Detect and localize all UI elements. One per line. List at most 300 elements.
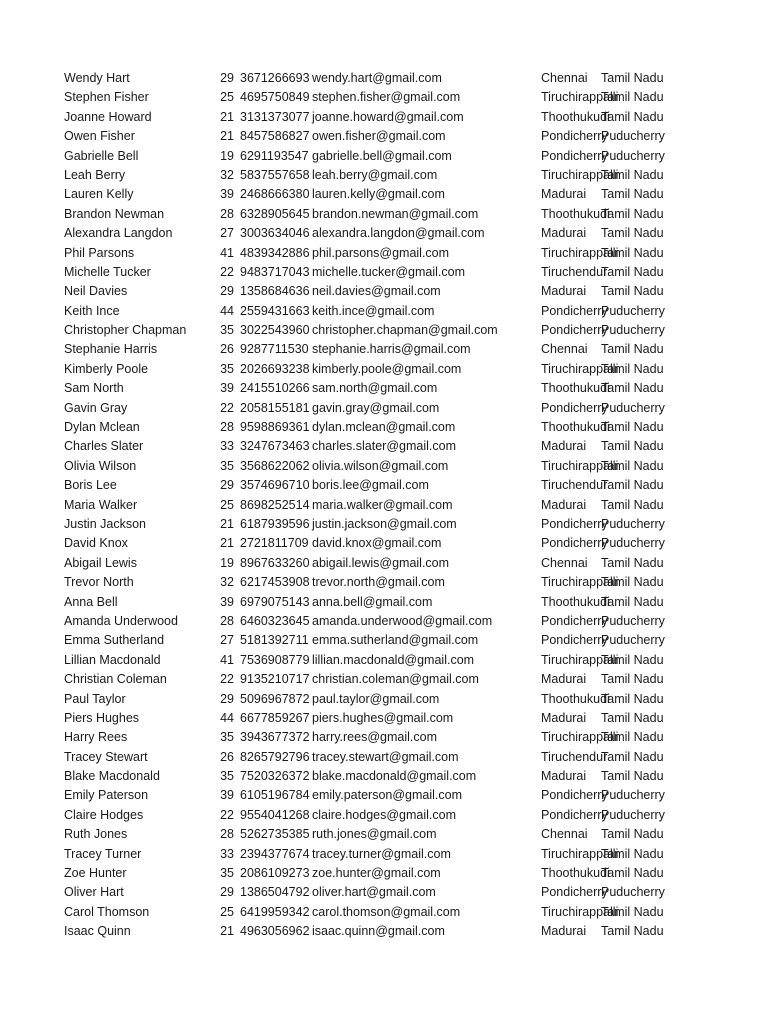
email-cell: paul.taylor@gmail.com <box>312 691 440 706</box>
age-cell: 28 <box>220 206 234 221</box>
name-cell: Paul Taylor <box>64 691 126 706</box>
city-cell: Tiruchirappalli <box>541 167 619 182</box>
state-cell: Tamil Nadu <box>601 420 664 435</box>
email-cell: tracey.turner@gmail.com <box>312 846 451 861</box>
state-cell: Tamil Nadu <box>601 769 664 784</box>
city-cell: Pondicherry <box>541 536 608 551</box>
age-cell: 35 <box>220 323 234 338</box>
email-cell: neil.davies@gmail.com <box>312 284 441 299</box>
age-cell: 29 <box>220 885 234 900</box>
spreadsheet-table <box>64 69 664 942</box>
phone-cell: 6187939596 <box>240 516 310 531</box>
email-cell: emma.sutherland@gmail.com <box>312 633 479 648</box>
email-cell: oliver.hart@gmail.com <box>312 885 436 900</box>
table-row <box>64 496 664 515</box>
email-cell: zoe.hunter@gmail.com <box>312 866 441 881</box>
email-cell: maria.walker@gmail.com <box>312 497 453 512</box>
city-cell: Pondicherry <box>541 613 608 628</box>
age-cell: 25 <box>220 90 234 105</box>
phone-cell: 9135210717 <box>240 672 310 687</box>
name-cell: Phil Parsons <box>64 245 135 260</box>
table-row <box>64 321 664 340</box>
table-row <box>64 224 664 243</box>
table-row <box>64 534 664 553</box>
age-cell: 26 <box>220 749 234 764</box>
email-cell: ruth.jones@gmail.com <box>312 827 437 842</box>
name-cell: Abigail Lewis <box>64 555 137 570</box>
name-cell: Trevor North <box>64 575 134 590</box>
phone-cell: 6105196784 <box>240 788 310 803</box>
email-cell: blake.macdonald@gmail.com <box>312 769 477 784</box>
email-cell: amanda.underwood@gmail.com <box>312 613 493 628</box>
state-cell: Tamil Nadu <box>601 90 664 105</box>
city-cell: Madurai <box>541 284 587 299</box>
state-cell: Puducherry <box>601 613 665 628</box>
city-cell: Thoothukudi <box>541 206 610 221</box>
state-cell: Tamil Nadu <box>601 226 664 241</box>
table-row <box>64 806 664 825</box>
state-cell: Puducherry <box>601 303 665 318</box>
city-cell: Pondicherry <box>541 400 608 415</box>
city-cell: Madurai <box>541 769 587 784</box>
phone-cell: 2721811709 <box>240 536 309 551</box>
table-row <box>64 573 664 592</box>
age-cell: 29 <box>220 691 234 706</box>
name-cell: Leah Berry <box>64 167 126 182</box>
name-cell: Piers Hughes <box>64 710 140 725</box>
city-cell: Madurai <box>541 710 587 725</box>
state-cell: Tamil Nadu <box>601 924 664 939</box>
age-cell: 32 <box>220 575 234 590</box>
phone-cell: 2394377674 <box>240 846 310 861</box>
phone-cell: 8967633260 <box>240 555 310 570</box>
table-row <box>64 515 664 534</box>
phone-cell: 4695750849 <box>240 90 310 105</box>
city-cell: Tiruchirappalli <box>541 458 619 473</box>
state-cell: Tamil Nadu <box>601 245 664 260</box>
table-row <box>64 108 664 127</box>
name-cell: Anna Bell <box>64 594 118 609</box>
name-cell: Alexandra Langdon <box>64 226 173 241</box>
phone-cell: 8457586827 <box>240 129 310 144</box>
state-cell: Tamil Nadu <box>601 187 664 202</box>
email-cell: charles.slater@gmail.com <box>312 439 456 454</box>
city-cell: Tiruchirappalli <box>541 846 619 861</box>
phone-cell: 6217453908 <box>240 575 310 590</box>
name-cell: Emily Paterson <box>64 788 149 803</box>
state-cell: Puducherry <box>601 536 665 551</box>
email-cell: stephen.fisher@gmail.com <box>312 90 461 105</box>
city-cell: Madurai <box>541 187 587 202</box>
name-cell: Wendy Hart <box>64 71 130 85</box>
city-cell: Pondicherry <box>541 323 608 338</box>
email-cell: boris.lee@gmail.com <box>312 478 429 493</box>
phone-cell: 6460323645 <box>240 613 310 628</box>
name-cell: Oliver Hart <box>64 885 124 900</box>
table-row <box>64 748 664 767</box>
age-cell: 41 <box>220 245 234 260</box>
name-cell: Tracey Stewart <box>64 749 148 764</box>
name-cell: Justin Jackson <box>64 516 146 531</box>
email-cell: alexandra.langdon@gmail.com <box>312 226 485 241</box>
state-cell: Tamil Nadu <box>601 167 664 182</box>
city-cell: Pondicherry <box>541 633 608 648</box>
city-cell: Tiruchirappalli <box>541 730 619 745</box>
city-cell: Tiruchirappalli <box>541 245 619 260</box>
city-cell: Thoothukudi <box>541 866 610 881</box>
phone-cell: 5181392711 <box>240 633 309 648</box>
state-cell: Tamil Nadu <box>601 575 664 590</box>
table-row <box>64 476 664 495</box>
state-cell: Tamil Nadu <box>601 264 664 279</box>
city-cell: Pondicherry <box>541 788 608 803</box>
email-cell: sam.north@gmail.com <box>312 381 438 396</box>
email-cell: gavin.gray@gmail.com <box>312 400 440 415</box>
phone-cell: 2415510266 <box>240 381 310 396</box>
phone-cell: 4839342886 <box>240 245 310 260</box>
phone-cell: 3671266693 <box>240 71 310 85</box>
state-cell: Tamil Nadu <box>601 381 664 396</box>
name-cell: Owen Fisher <box>64 129 135 144</box>
state-cell: Puducherry <box>601 148 665 163</box>
email-cell: anna.bell@gmail.com <box>312 594 433 609</box>
age-cell: 32 <box>220 167 234 182</box>
table-row <box>64 263 664 282</box>
city-cell: Tiruchirappalli <box>541 575 619 590</box>
name-cell: Michelle Tucker <box>64 264 151 279</box>
city-cell: Pondicherry <box>541 807 608 822</box>
city-cell: Tiruchirappalli <box>541 652 619 667</box>
state-cell: Puducherry <box>601 129 665 144</box>
phone-cell: 2559431663 <box>240 303 310 318</box>
table-row <box>64 457 664 476</box>
age-cell: 21 <box>220 536 234 551</box>
name-cell: Maria Walker <box>64 497 138 512</box>
age-cell: 41 <box>220 652 234 667</box>
city-cell: Madurai <box>541 439 587 454</box>
table-row <box>64 244 664 263</box>
table-row <box>64 767 664 786</box>
state-cell: Tamil Nadu <box>601 109 664 124</box>
phone-cell: 3943677372 <box>240 730 310 745</box>
phone-cell: 5837557658 <box>240 167 310 182</box>
table-row <box>64 903 664 922</box>
phone-cell: 6979075143 <box>240 594 310 609</box>
phone-cell: 1358684636 <box>240 284 310 299</box>
state-cell: Tamil Nadu <box>601 361 664 376</box>
age-cell: 21 <box>220 129 234 144</box>
age-cell: 26 <box>220 342 234 357</box>
email-cell: lauren.kelly@gmail.com <box>312 187 445 202</box>
table-row <box>64 825 664 844</box>
table-row <box>64 166 664 185</box>
email-cell: christian.coleman@gmail.com <box>312 672 479 687</box>
state-cell: Tamil Nadu <box>601 206 664 221</box>
phone-cell: 3003634046 <box>240 226 310 241</box>
email-cell: carol.thomson@gmail.com <box>312 904 461 919</box>
phone-cell: 2468666380 <box>240 187 310 202</box>
email-cell: claire.hodges@gmail.com <box>312 807 457 822</box>
age-cell: 35 <box>220 769 234 784</box>
age-cell: 29 <box>220 478 234 493</box>
age-cell: 29 <box>220 71 234 85</box>
name-cell: Ruth Jones <box>64 827 128 842</box>
email-cell: gabrielle.bell@gmail.com <box>312 148 452 163</box>
email-cell: abigail.lewis@gmail.com <box>312 555 450 570</box>
age-cell: 35 <box>220 361 234 376</box>
table-row <box>64 437 664 456</box>
city-cell: Thoothukudi <box>541 594 610 609</box>
name-cell: Christopher Chapman <box>64 323 187 338</box>
city-cell: Tiruchendur <box>541 749 608 764</box>
table-row <box>64 670 664 689</box>
city-cell: Thoothukudi <box>541 109 610 124</box>
name-cell: Gavin Gray <box>64 400 128 415</box>
email-cell: lillian.macdonald@gmail.com <box>312 652 475 667</box>
email-cell: trevor.north@gmail.com <box>312 575 445 590</box>
name-cell: Kimberly Poole <box>64 361 149 376</box>
table-row <box>64 205 664 224</box>
age-cell: 27 <box>220 633 234 648</box>
table-row <box>64 631 664 650</box>
city-cell: Tiruchirappalli <box>541 904 619 919</box>
phone-cell: 6677859267 <box>240 710 310 725</box>
phone-cell: 7520326372 <box>240 769 310 784</box>
age-cell: 39 <box>220 381 234 396</box>
phone-cell: 9483717043 <box>240 264 310 279</box>
state-cell: Tamil Nadu <box>601 749 664 764</box>
age-cell: 22 <box>220 400 234 415</box>
age-cell: 44 <box>220 303 234 318</box>
city-cell: Chennai <box>541 342 588 357</box>
phone-cell: 6328905645 <box>240 206 310 221</box>
state-cell: Tamil Nadu <box>601 342 664 357</box>
name-cell: Christian Coleman <box>64 672 167 687</box>
email-cell: leah.berry@gmail.com <box>312 167 438 182</box>
phone-cell: 9287711530 <box>240 342 309 357</box>
age-cell: 21 <box>220 516 234 531</box>
phone-cell: 6291193547 <box>240 148 309 163</box>
table-row <box>64 282 664 301</box>
name-cell: Blake Macdonald <box>64 769 160 784</box>
phone-cell: 2026693238 <box>240 361 310 376</box>
phone-cell: 5096967872 <box>240 691 310 706</box>
email-cell: tracey.stewart@gmail.com <box>312 749 459 764</box>
age-cell: 33 <box>220 439 234 454</box>
age-cell: 28 <box>220 827 234 842</box>
name-cell: Carol Thomson <box>64 904 150 919</box>
email-cell: keith.ince@gmail.com <box>312 303 435 318</box>
table-row <box>64 651 664 670</box>
city-cell: Thoothukudi <box>541 420 610 435</box>
name-cell: Tracey Turner <box>64 846 142 861</box>
name-cell: Emma Sutherland <box>64 633 165 648</box>
table-row <box>64 612 664 631</box>
state-cell: Tamil Nadu <box>601 846 664 861</box>
email-cell: owen.fisher@gmail.com <box>312 129 446 144</box>
phone-cell: 1386504792 <box>240 885 310 900</box>
state-cell: Tamil Nadu <box>601 497 664 512</box>
table-row <box>64 883 664 902</box>
table-row <box>64 302 664 321</box>
name-cell: Isaac Quinn <box>64 924 131 939</box>
table-row <box>64 728 664 747</box>
state-cell: Puducherry <box>601 400 665 415</box>
table-row <box>64 69 664 88</box>
age-cell: 39 <box>220 594 234 609</box>
name-cell: Charles Slater <box>64 439 144 454</box>
phone-cell: 5262735385 <box>240 827 310 842</box>
email-cell: michelle.tucker@gmail.com <box>312 264 466 279</box>
age-cell: 44 <box>220 710 234 725</box>
name-cell: Stephen Fisher <box>64 90 149 105</box>
table-row <box>64 399 664 418</box>
phone-cell: 3568622062 <box>240 458 310 473</box>
age-cell: 35 <box>220 458 234 473</box>
table-row <box>64 147 664 166</box>
phone-cell: 8265792796 <box>240 749 310 764</box>
age-cell: 35 <box>220 866 234 881</box>
table-row <box>64 88 664 107</box>
age-cell: 27 <box>220 226 234 241</box>
age-cell: 22 <box>220 807 234 822</box>
email-cell: wendy.hart@gmail.com <box>312 71 442 85</box>
email-cell: brandon.newman@gmail.com <box>312 206 479 221</box>
age-cell: 29 <box>220 284 234 299</box>
city-cell: Madurai <box>541 924 587 939</box>
state-cell: Tamil Nadu <box>601 284 664 299</box>
email-cell: stephanie.harris@gmail.com <box>312 342 471 357</box>
name-cell: Harry Rees <box>64 730 128 745</box>
city-cell: Tiruchendur <box>541 478 608 493</box>
state-cell: Tamil Nadu <box>601 904 664 919</box>
state-cell: Tamil Nadu <box>601 691 664 706</box>
email-cell: piers.hughes@gmail.com <box>312 710 454 725</box>
age-cell: 39 <box>220 788 234 803</box>
email-cell: david.knox@gmail.com <box>312 536 442 551</box>
email-cell: justin.jackson@gmail.com <box>312 516 457 531</box>
phone-cell: 3247673463 <box>240 439 310 454</box>
state-cell: Tamil Nadu <box>601 594 664 609</box>
phone-cell: 2086109273 <box>240 866 310 881</box>
email-cell: christopher.chapman@gmail.com <box>312 323 498 338</box>
city-cell: Tiruchendur <box>541 264 608 279</box>
phone-cell: 6419959342 <box>240 904 310 919</box>
name-cell: Dylan Mclean <box>64 420 140 435</box>
table-row <box>64 360 664 379</box>
table-row <box>64 845 664 864</box>
age-cell: 22 <box>220 672 234 687</box>
state-cell: Tamil Nadu <box>601 555 664 570</box>
city-cell: Pondicherry <box>541 516 608 531</box>
table-row <box>64 786 664 805</box>
email-cell: emily.paterson@gmail.com <box>312 788 463 803</box>
table-row <box>64 864 664 883</box>
age-cell: 19 <box>220 148 234 163</box>
age-cell: 21 <box>220 924 234 939</box>
email-cell: joanne.howard@gmail.com <box>312 109 464 124</box>
state-cell: Tamil Nadu <box>601 652 664 667</box>
state-cell: Tamil Nadu <box>601 478 664 493</box>
age-cell: 35 <box>220 730 234 745</box>
name-cell: David Knox <box>64 536 128 551</box>
table-row <box>64 185 664 204</box>
state-cell: Tamil Nadu <box>601 866 664 881</box>
city-cell: Thoothukudi <box>541 381 610 396</box>
city-cell: Chennai <box>541 555 588 570</box>
city-cell: Pondicherry <box>541 303 608 318</box>
age-cell: 25 <box>220 904 234 919</box>
name-cell: Lauren Kelly <box>64 187 134 202</box>
table-row <box>64 690 664 709</box>
table-row <box>64 418 664 437</box>
state-cell: Tamil Nadu <box>601 439 664 454</box>
table-row <box>64 593 664 612</box>
age-cell: 39 <box>220 187 234 202</box>
age-cell: 19 <box>220 555 234 570</box>
state-cell: Puducherry <box>601 633 665 648</box>
city-cell: Madurai <box>541 226 587 241</box>
city-cell: Pondicherry <box>541 148 608 163</box>
phone-cell: 4963056962 <box>240 924 310 939</box>
phone-cell: 9554041268 <box>240 807 310 822</box>
city-cell: Madurai <box>541 672 587 687</box>
email-cell: kimberly.poole@gmail.com <box>312 361 462 376</box>
age-cell: 28 <box>220 613 234 628</box>
name-cell: Stephanie Harris <box>64 342 158 357</box>
email-cell: olivia.wilson@gmail.com <box>312 458 449 473</box>
city-cell: Pondicherry <box>541 129 608 144</box>
email-cell: phil.parsons@gmail.com <box>312 245 450 260</box>
state-cell: Puducherry <box>601 885 665 900</box>
state-cell: Tamil Nadu <box>601 71 664 85</box>
age-cell: 25 <box>220 497 234 512</box>
city-cell: Thoothukudi <box>541 691 610 706</box>
name-cell: Olivia Wilson <box>64 458 137 473</box>
phone-cell: 7536908779 <box>240 652 310 667</box>
table-row <box>64 127 664 146</box>
table-row <box>64 709 664 728</box>
name-cell: Lillian Macdonald <box>64 652 161 667</box>
city-cell: Chennai <box>541 71 588 85</box>
state-cell: Puducherry <box>601 807 665 822</box>
city-cell: Pondicherry <box>541 885 608 900</box>
name-cell: Boris Lee <box>64 478 117 493</box>
table-row <box>64 922 664 941</box>
city-cell: Madurai <box>541 497 587 512</box>
state-cell: Tamil Nadu <box>601 710 664 725</box>
email-cell: dylan.mclean@gmail.com <box>312 420 456 435</box>
name-cell: Sam North <box>64 381 124 396</box>
phone-cell: 3574696710 <box>240 478 310 493</box>
phone-cell: 8698252514 <box>240 497 310 512</box>
state-cell: Tamil Nadu <box>601 730 664 745</box>
age-cell: 33 <box>220 846 234 861</box>
age-cell: 28 <box>220 420 234 435</box>
age-cell: 21 <box>220 109 234 124</box>
state-cell: Puducherry <box>601 788 665 803</box>
state-cell: Tamil Nadu <box>601 458 664 473</box>
state-cell: Puducherry <box>601 516 665 531</box>
phone-cell: 2058155181 <box>240 400 310 415</box>
email-cell: harry.rees@gmail.com <box>312 730 437 745</box>
name-cell: Neil Davies <box>64 284 128 299</box>
name-cell: Claire Hodges <box>64 807 144 822</box>
name-cell: Brandon Newman <box>64 206 165 221</box>
table-row <box>64 340 664 359</box>
city-cell: Tiruchirappalli <box>541 90 619 105</box>
name-cell: Zoe Hunter <box>64 866 127 881</box>
